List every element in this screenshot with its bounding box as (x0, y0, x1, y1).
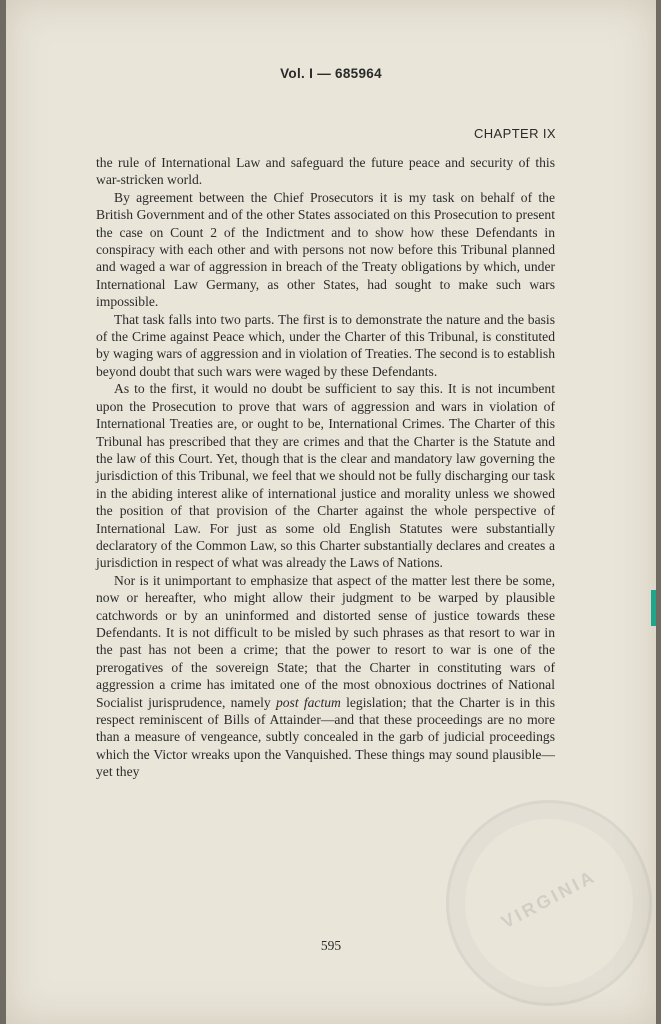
document-page (6, 0, 656, 1024)
paragraph-text: legislation; that the Charter is in this respect reminiscent of Bills of Attainder—and that these proceedings are no more than a measure of vengeance, subtly concealed in the garb of judicial proceedings which the Victor wreaks upon the Vanquished. These things may sound plausible—yet they (96, 694, 555, 780)
paragraph: As to the first, it would no doubt be sufficient to say this. It is not incumbent upon the Prosecution to prove that wars of aggression and wars in violation of International Treaties are, or ought to be, International Crimes. The Charter of this Tribunal has prescribed that they are crimes and that the Charter is the Statute and the law of this Court. Yet, though that is the clear and mandatory law governing the jurisdiction of this Tribunal, we feel that we should not be fully discharging our task in the abiding interest alike of international justice and morality unless we showed the position of that provision of the Charter against the whole perspective of International Law. For just as some old English Statutes were substantially declaratory of the Common Law, so this Charter substantially declares and creates a jurisdiction in respect of what was already the Laws of Nations. (96, 381, 555, 571)
page-number: 595 (320, 938, 342, 953)
seal-text: VIRGINIA (498, 865, 600, 933)
paragraph (96, 572, 555, 781)
paragraph: That task falls into two parts. The first is to demonstrate the nature and the basis of the Crime against Peace which, under the Charter of this Tribunal, is constituted by waging wars of aggression and in violation of Treaties. The second is to establish beyond doubt that such wars were waged by these Defendants. (96, 311, 555, 379)
paragraph-text: Nor is it unimportant to emphasize that aspect of the matter lest there be some, now or hereafter, who might allow their judgment to be warped by plausible catchwords or by an uninformed and distorted sense of justice towards these Defendants. It is not difficult to be misled by such phrases as that resort to war in the past has not been a crime; that the power to resort to war is one of the prerogatives of the sovereign State; that the Charter in constituting wars of aggression a crime has imitated one of the most obnoxious doctrines of National Socialist jurisprudence, namely (96, 572, 555, 710)
volume-header: Vol. I — 685964 (280, 66, 382, 81)
paragraph: the rule of International Law and safeguard the future peace and security of this war-stricken world. (96, 155, 555, 188)
page-tab-marker (651, 590, 656, 626)
italic-phrase: post factum (275, 694, 341, 710)
paragraph: By agreement between the Chief Prosecutors it is my task on behalf of the British Government and of the other States associated on this Prosecution to present the case on Count 2 of the Indictment and to show how these Defendants in conspiracy with each other and with persons not now before this Tribunal planned and waged a war of aggression in breach of the Treaty obligations by which, under International Law Germany, as other States, had sought to make such wars impossible. (96, 189, 555, 310)
body-text (96, 154, 555, 781)
library-seal-watermark (446, 800, 652, 1006)
chapter-heading: CHAPTER IX (473, 126, 556, 141)
